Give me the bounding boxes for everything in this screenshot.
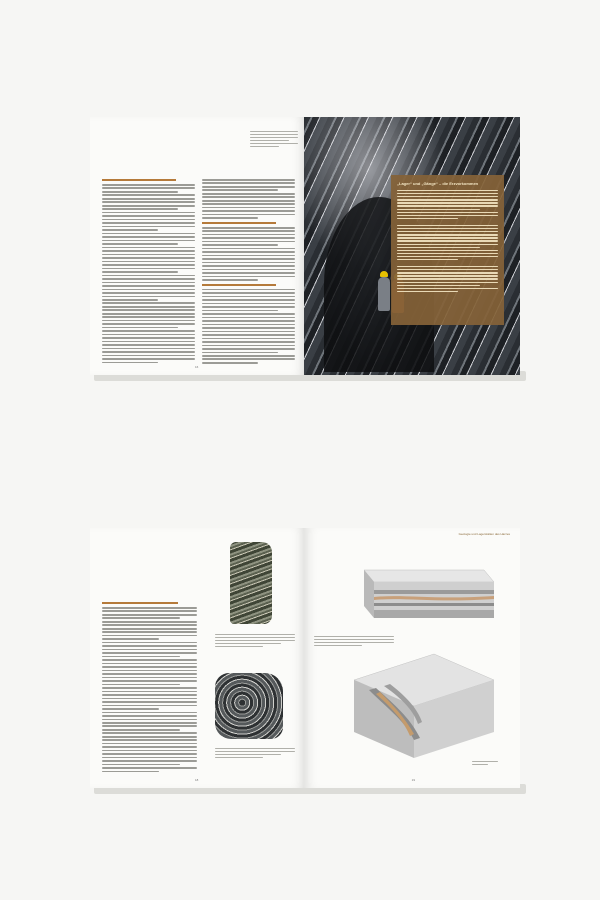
geology-block-diagram [344, 560, 494, 620]
text-column-2 [202, 179, 295, 365]
rock-caption [215, 748, 295, 760]
right-page [304, 528, 520, 788]
geology-fold-diagram [344, 650, 494, 760]
book-spread-top [90, 117, 520, 375]
left-page [90, 117, 306, 375]
diagram-caption [314, 636, 394, 648]
page-number: 18 [195, 778, 199, 782]
rock-sample-photo [230, 542, 272, 624]
info-sidebox [391, 175, 504, 325]
section-heading [102, 602, 178, 604]
page-number: 19 [411, 778, 415, 782]
subheading [202, 284, 276, 286]
miner-figure [378, 277, 390, 311]
photo-caption [250, 131, 298, 149]
rock-sample-photo [215, 673, 283, 739]
diagram-legend [472, 761, 498, 767]
text-column-1 [102, 179, 195, 365]
left-page [90, 528, 306, 788]
page-number: 16 [195, 365, 199, 369]
rock-caption [215, 634, 295, 649]
text-column [102, 602, 197, 774]
book-spread-bottom [90, 528, 520, 788]
subheading [202, 222, 276, 224]
running-head: Geologie und Lagerstätten des Harzes [458, 532, 510, 536]
section-heading [102, 179, 176, 181]
sidebox-title: „Lager“ und „Gänge“ – die Erzvorkommen [397, 181, 479, 186]
right-page-photo [304, 117, 520, 375]
